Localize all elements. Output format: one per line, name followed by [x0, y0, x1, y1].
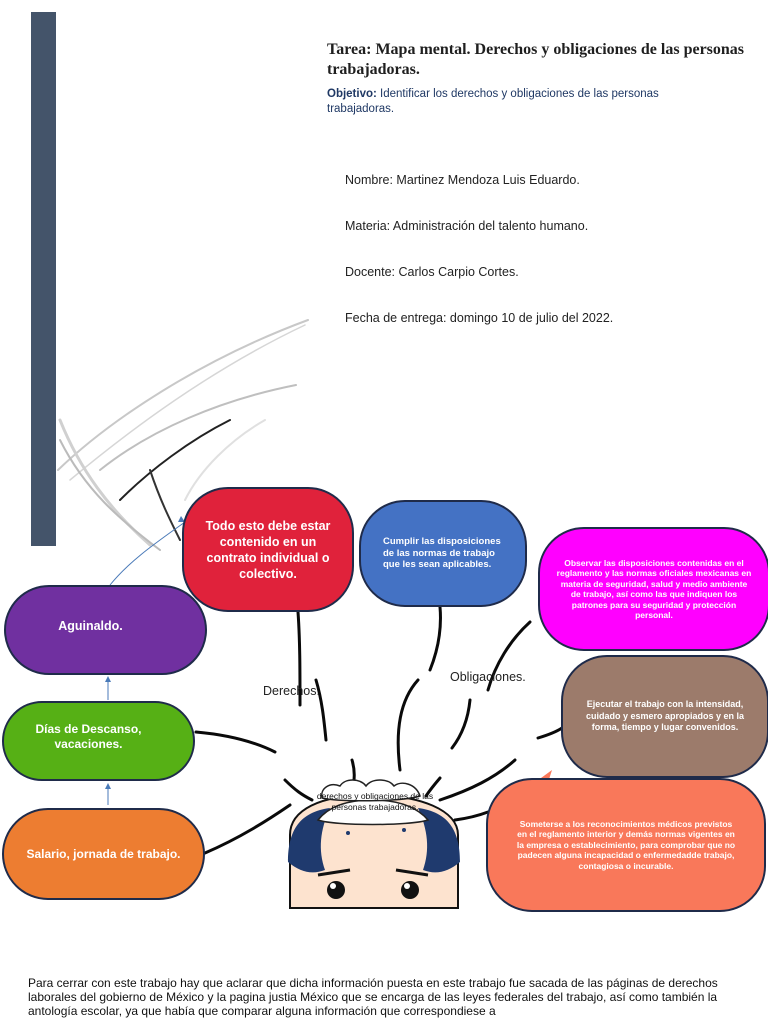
- decorative-swoosh: [70, 325, 305, 480]
- bubble-observe: Observar las disposiciones contenidas en el reglamento y las normas oficiales mexicanas en materia de seguridad, salud y medio ambiente de trabajo, así como las que indiquen los patrones para su seguridad y protección personal.: [538, 527, 768, 651]
- bubble-execute: Ejecutar el trabajo con la intensidad, cuidado y esmero apropiados y en la forma, tiempo y lugar convenidos.: [561, 655, 768, 778]
- decorative-swoosh: [60, 440, 160, 550]
- bubble-contract: Todo esto debe estar contenido en un contrato individual o colectivo.: [182, 487, 354, 612]
- due-date: Fecha de entrega: domingo 10 de julio del 2022.: [345, 311, 614, 325]
- student-name: Nombre: Martinez Mendoza Luis Eduardo.: [345, 173, 580, 187]
- bubble-bonus: Aguinaldo.: [4, 585, 207, 675]
- branch-line: [398, 680, 418, 770]
- mindmap-center-topic: derechos y obligaciones de las personas trabajadoras.: [316, 791, 434, 812]
- bubble-medical: Someterse a los reconocimientos médicos previstos en el reglamento interior y demás normas vigentes en la empresa o establecimiento, para comprobar que no padecen alguna incapacidad o enfermedadde trabajo, contagiosa o incurable.: [486, 778, 766, 912]
- decorative-swoosh: [100, 385, 296, 470]
- branch-line: [455, 812, 488, 820]
- objective-label: Objetivo:: [327, 88, 377, 100]
- decorative-swoosh: [150, 470, 180, 540]
- bubble-comply: Cumplir las disposiciones de las normas de trabajo que les sean aplicables.: [359, 500, 527, 607]
- bubble-rest: Días de Descanso, vacaciones.: [2, 701, 195, 781]
- decorative-swoosh: [60, 420, 150, 545]
- branch-label-rights: Derechos.: [263, 684, 320, 698]
- arrow-contract: [110, 522, 185, 585]
- closing-paragraph: Para cerrar con este trabajo hay que aclarar que dicha información puesta en este trabajo fue sacada de las páginas de derechos laborales del gobierno de México y la pagina justia México que se encarga de las leyes federales del trabajo, así como también la antología escolar, ya que había que comparar alguna información que correspondiese a: [28, 976, 718, 1018]
- branch-line: [452, 700, 470, 748]
- branch-line: [196, 732, 275, 752]
- branch-line: [430, 607, 441, 670]
- objective-text: Identificar los derechos y obligaciones de las personas trabajadoras.: [327, 88, 659, 115]
- arrow-head-icon: [105, 783, 111, 789]
- arrow-head-icon: [105, 676, 111, 682]
- objective: [327, 87, 727, 117]
- bubble-salary: Salario, jornada de trabajo.: [2, 808, 205, 900]
- branch-label-obligations: Obligaciones.: [450, 670, 526, 684]
- document-title: Tarea: Mapa mental. Derechos y obligaciones de las personas trabajadoras.: [327, 41, 745, 78]
- teacher-name: Docente: Carlos Carpio Cortes.: [345, 265, 519, 279]
- subject-name: Materia: Administración del talento humano.: [345, 219, 589, 233]
- branch-line: [205, 805, 290, 853]
- branch-line: [538, 728, 562, 738]
